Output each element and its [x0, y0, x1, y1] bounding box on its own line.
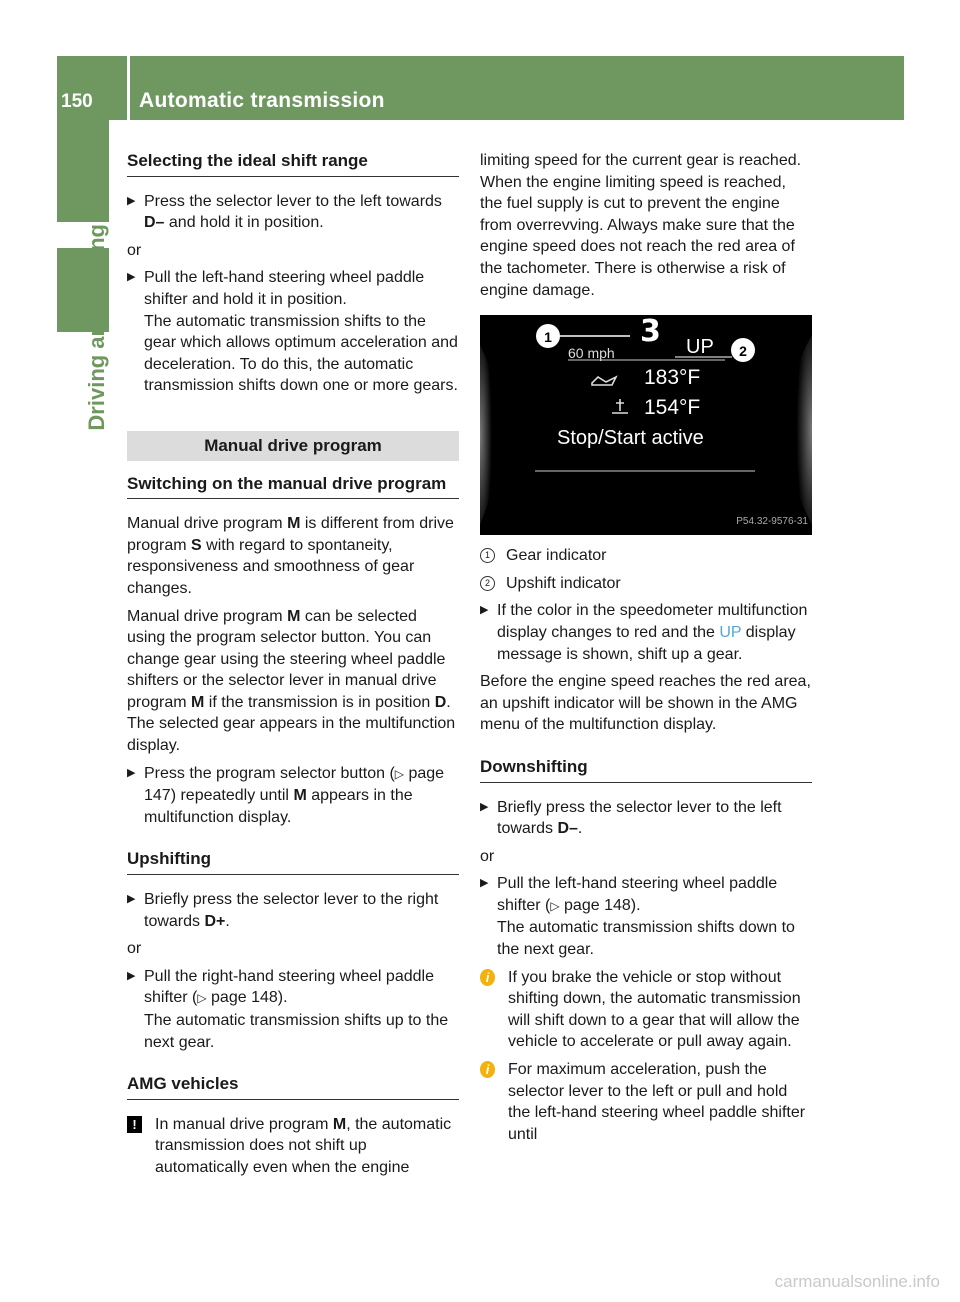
stop-start-status: Stop/Start active — [557, 427, 704, 450]
page-number: 150 — [61, 91, 93, 112]
paragraph-continued: limiting speed for the current gear is reached. When the engine limiting speed is reached, the fuel supply is cut to prevent the engine from overrevving. Always make sure that the engine speed does not reach the red area of the tachometer. There is otherwise a risk of engine damage. — [480, 152, 802, 299]
or-text: or — [480, 847, 495, 865]
or-text: or — [127, 940, 142, 958]
multifunction-display-figure — [480, 315, 812, 535]
or-text: or — [127, 241, 142, 259]
watermark: carmanualsonline.info — [774, 1272, 940, 1291]
paragraph-manual-1: Manual drive program M is different from drive program S with regard to spontaneity, responsiveness and smoothness of gear changes. — [127, 515, 454, 597]
side-tab — [57, 120, 109, 222]
step-program-button: ▶ Press the program selector button (▷ page 147) repeatedly until M appears in the multifunction display. — [127, 764, 445, 826]
step-ideal-1: ▶ Press the selector lever to the left towards D– and hold it in position. — [127, 192, 442, 232]
step-color-change: ▶ If the color in the speedometer multifunction display changes to red and the UP display message is shown, shift up a gear. — [480, 602, 808, 663]
band-manual-drive-program: Manual drive program — [127, 431, 459, 461]
legend-number: 2 — [480, 576, 495, 591]
legend-number: 1 — [480, 548, 495, 563]
step-down-1: ▶ Briefly press the selector lever to the left towards D–. — [480, 798, 782, 838]
step-arrow-icon: ▶ — [127, 766, 136, 779]
paragraph-before-red: Before the engine speed reaches the red area, an upshift indicator will be shown in the AMG menu of the multifunction display. — [480, 673, 811, 734]
callout-1-label: 1 — [544, 329, 552, 346]
upshift-readout: UP — [686, 336, 714, 359]
page-title: Automatic transmission — [139, 89, 385, 112]
step-ideal-2: ▶ Pull the left-hand steering wheel paddle shifter and hold it in position. The automatic transmission shifts to the gear which allows optimum acceleration and deceleration. To do this, the automatic transmission shifts down one or more gears. — [127, 269, 458, 395]
figure-code: P54.32-9576-31 — [736, 515, 808, 527]
step-arrow-icon: ▶ — [127, 271, 136, 284]
info-icon: i — [480, 1061, 495, 1078]
info-icon: i — [480, 969, 495, 986]
speed-readout: 60 mph — [568, 345, 615, 362]
heading-upshifting: Upshifting — [127, 848, 459, 875]
coolant-temp-readout: 154°F — [644, 396, 701, 420]
legend-upshift-indicator: 2 Upshift indicator — [480, 573, 812, 595]
left-column — [127, 150, 459, 1185]
oil-temp-readout: 183°F — [644, 366, 701, 390]
step-arrow-icon: ▶ — [480, 800, 489, 813]
step-arrow-icon: ▶ — [127, 194, 136, 207]
step-arrow-icon: ▶ — [480, 877, 489, 890]
paragraph-manual-2: Manual drive program M can be selected using the program selector button. You can change gear using the steering wheel paddle shifters or the selector lever in manual drive program M if the transmission is in position D. The selected gear appears in the multifunction display. — [127, 607, 456, 755]
heading-downshifting: Downshifting — [480, 756, 812, 783]
page-ref-icon: ▷ — [197, 991, 207, 1006]
info-note-1: i If you brake the vehicle or stop without shifting down, the automatic transmission will shift down to a gear that will allow the vehicle to accelerate or pull away again. — [480, 967, 812, 1053]
step-arrow-icon: ▶ — [480, 604, 489, 617]
page-ref-icon: ▷ — [394, 766, 405, 781]
step-arrow-icon: ▶ — [127, 893, 136, 906]
warning-note: ! In manual drive program M, the automatic transmission does not shift up automatically even when the engine — [127, 1114, 459, 1179]
step-down-2: ▶ Pull the left-hand steering wheel paddle shifter (▷ page 148). The automatic transmission shifts down to the next gear. — [480, 875, 795, 959]
step-up-2: ▶ Pull the right-hand steering wheel paddle shifter (▷ page 148). The automatic transmission shifts up to the next gear. — [127, 967, 449, 1051]
step-arrow-icon: ▶ — [127, 969, 136, 982]
warning-icon: ! — [127, 1116, 142, 1133]
legend-gear-indicator: 1 Gear indicator — [480, 545, 812, 567]
page-ref-icon: ▷ — [550, 898, 560, 913]
right-column — [480, 150, 812, 1151]
heading-amg-vehicles: AMG vehicles — [127, 1073, 459, 1100]
gear-readout: 3 — [640, 315, 661, 350]
heading-switching-manual: Switching on the manual drive program — [127, 473, 459, 500]
info-note-2: i For maximum acceleration, push the selector lever to the left or pull and hold the left-hand steering wheel paddle shifter until — [480, 1059, 812, 1145]
step-up-1: ▶ Briefly press the selector lever to the right towards D+. — [127, 891, 439, 930]
heading-ideal-shift-range: Selecting the ideal shift range — [127, 150, 459, 177]
header-divider — [127, 56, 130, 120]
callout-2-label: 2 — [739, 343, 747, 360]
